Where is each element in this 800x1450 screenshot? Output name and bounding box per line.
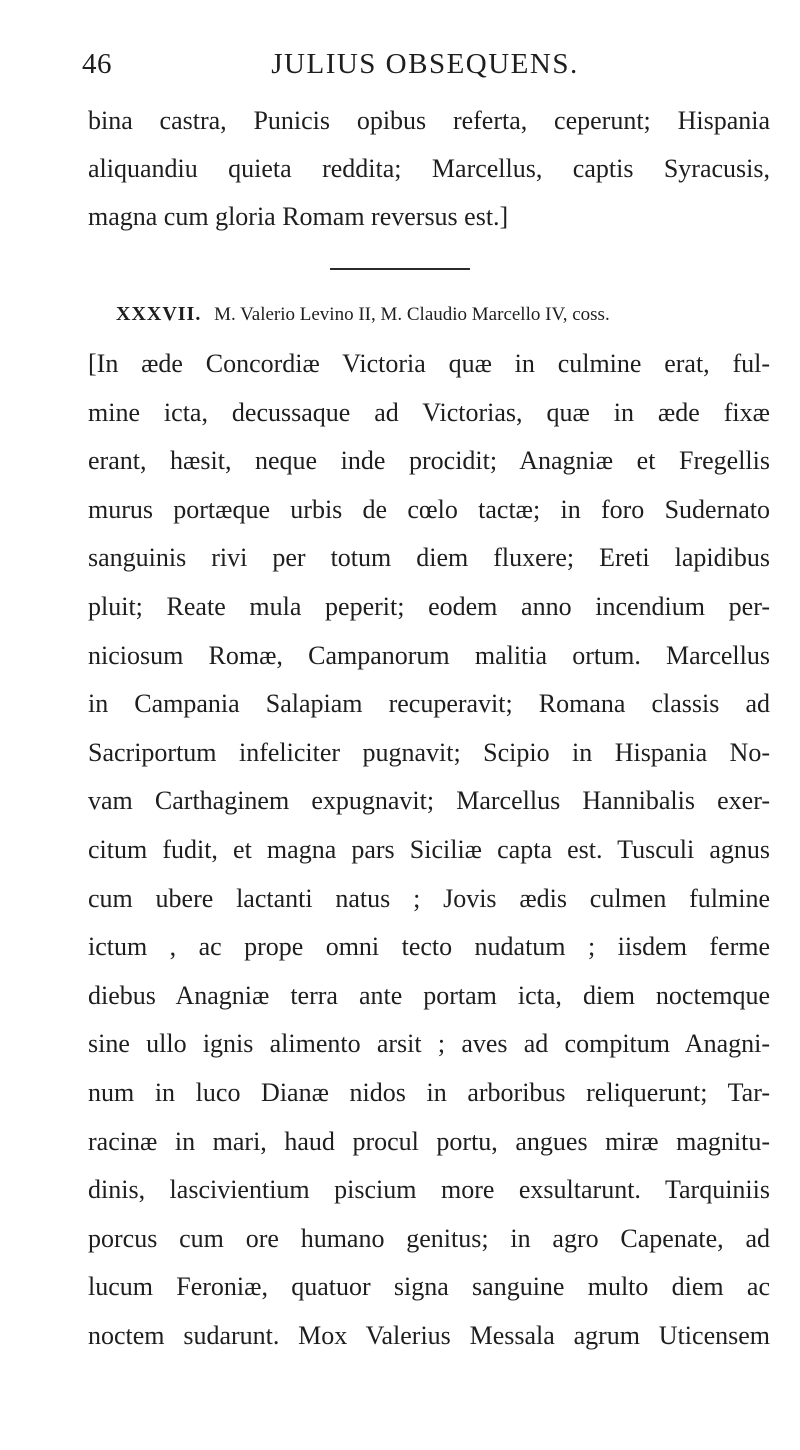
- text-line: ictum , ac prope omni tecto nudatum ; iisdem ferme: [88, 932, 770, 962]
- text-line: aliquandiu quieta reddita; Marcellus, captis Syracusis,: [88, 154, 770, 183]
- text-line: magna cum gloria Romam reversus est.]: [88, 202, 509, 231]
- text-line: niciosum Romæ, Campanorum malitia ortum. Marcellus: [88, 640, 770, 670]
- text-line: mine icta, decussaque ad Victorias, quæ in æde fixæ: [88, 397, 770, 427]
- section-number: XXXVII.: [116, 303, 202, 325]
- running-head: JULIUS OBSEQUENS.: [271, 48, 579, 80]
- text-line: sine ullo ignis alimento arsit ; aves ad compitum Anagni-: [88, 1029, 770, 1059]
- text-line: diebus Anagniæ terra ante portam icta, diem noctemque: [88, 980, 770, 1010]
- text-line: murus portæque urbis de cœlo tactæ; in foro Sudernato: [88, 494, 770, 524]
- text-line: citum fudit, et magna pars Siciliæ capta est. Tusculi agnus: [88, 834, 770, 864]
- section-heading: [116, 303, 610, 326]
- text-line: Sacriportum infeliciter pugnavit; Scipio in Hispania No-: [88, 737, 770, 767]
- page-header: [82, 48, 768, 88]
- intro-paragraph: [88, 97, 770, 241]
- text-line: noctem sudarunt. Mox Valerius Messala agrum Uticensem: [88, 1320, 770, 1350]
- text-line: racinæ in mari, haud procul portu, angues miræ magnitu-: [88, 1126, 770, 1156]
- section-consuls: M. Valerio Levino II, M. Claudio Marcello IV, coss.: [214, 304, 610, 325]
- text-line: dinis, lascivientium piscium more exsultarunt. Tarquiniis: [88, 1175, 770, 1205]
- text-line: in Campania Salapiam recuperavit; Romana classis ad: [88, 689, 770, 719]
- text-line: porcus cum ore humano genitus; in agro Capenate, ad: [88, 1223, 770, 1253]
- text-line: lucum Feroniæ, quatuor signa sanguine multo diem ac: [88, 1272, 770, 1302]
- main-paragraph: [88, 340, 770, 1360]
- text-line: bina castra, Punicis opibus referta, ceperunt; Hispania: [88, 106, 770, 135]
- text-line: erant, hæsit, neque inde procidit; Anagniæ et Fregellis: [88, 446, 770, 476]
- text-line: num in luco Dianæ nidos in arboribus reliquerunt; Tar-: [88, 1077, 770, 1107]
- text-line: [In æde Concordiæ Victoria quæ in culmine erat, ful-: [88, 349, 770, 378]
- text-line: vam Carthaginem expugnavit; Marcellus Hannibalis exer-: [88, 786, 770, 816]
- text-line: pluit; Reate mula peperit; eodem anno incendium per-: [88, 591, 770, 621]
- section-divider: [330, 268, 470, 270]
- page-number: 46: [82, 48, 112, 80]
- text-line: sanguinis rivi per totum diem fluxere; Ereti lapidibus: [88, 543, 770, 573]
- text-line: cum ubere lactanti natus ; Jovis ædis culmen fulmine: [88, 883, 770, 913]
